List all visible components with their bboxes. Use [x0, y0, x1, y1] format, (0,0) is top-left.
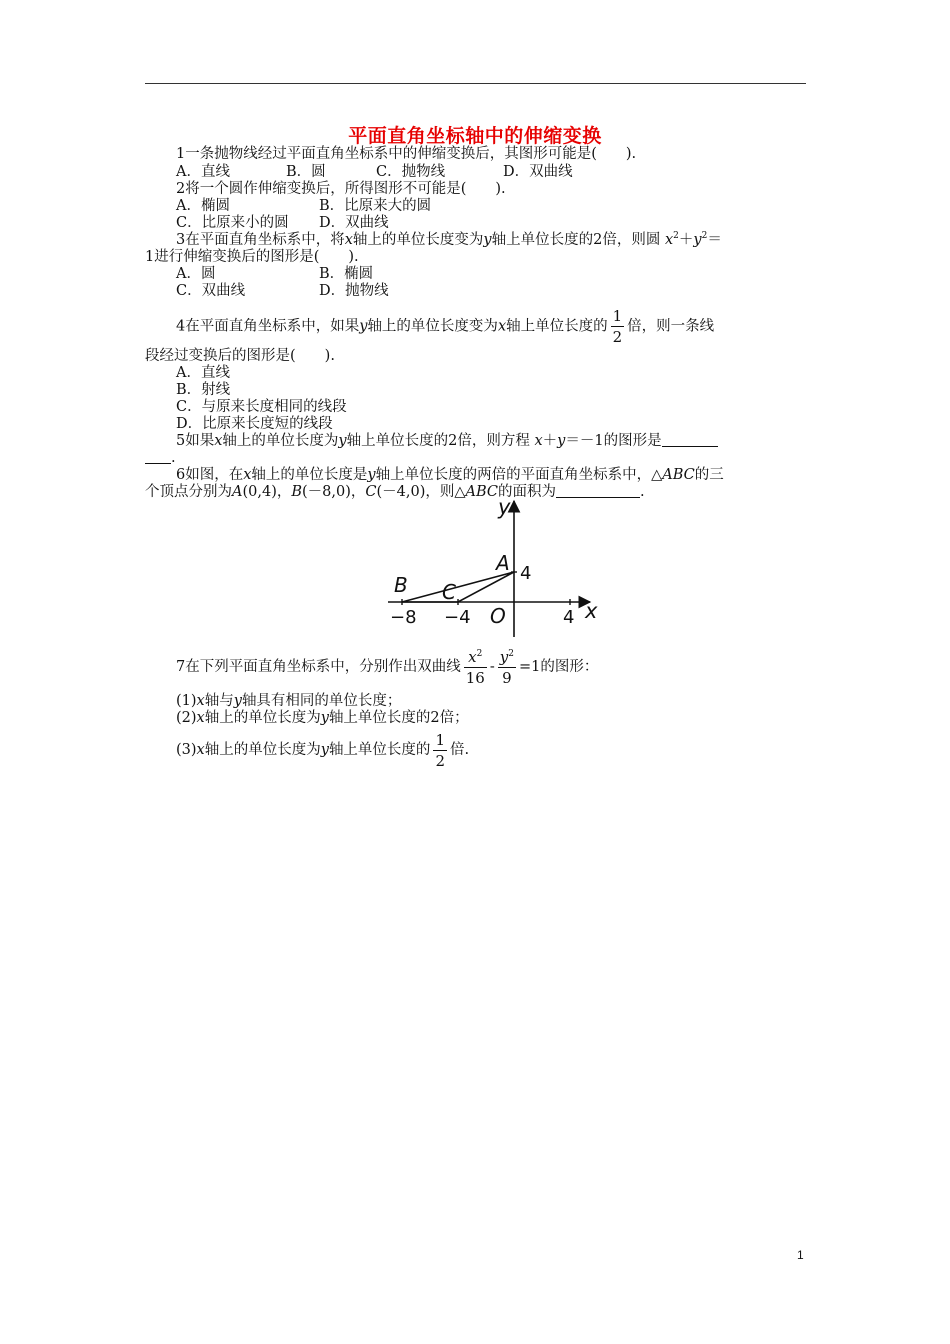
q6-point-c-coord: (－4,0)，: [376, 484, 440, 500]
q7-text-pre: 7在下列平面直角坐标系中，分别作出双曲线: [176, 659, 461, 675]
q7-s3-c: 轴上单位长度的: [328, 742, 431, 758]
question-5-line2: .: [145, 449, 176, 467]
q7-frac2-var: y: [499, 647, 509, 666]
q3-eq-x-exponent: 2: [673, 231, 679, 241]
question-5-line1: [176, 432, 718, 450]
q4-text-post: 倍，则一条线: [627, 318, 715, 335]
q3-option-c: C．双曲线: [176, 283, 246, 299]
q6-triangle-abc: ABC: [662, 467, 695, 483]
q5-text-mid2: 轴上单位长度的2倍，则方程: [346, 433, 530, 449]
q6-var-x: x: [243, 467, 252, 483]
q6-point-a: A: [232, 484, 243, 500]
q6-text-post: 的三: [694, 467, 724, 483]
q6-text-pre: 6如图，在: [176, 467, 244, 483]
page-number: 1: [797, 1248, 804, 1262]
question-4-line1: [176, 306, 714, 347]
q7-s3-x: x: [196, 742, 205, 758]
q7-frac1-var: x: [468, 647, 477, 666]
tick-label-neg8: −8: [390, 607, 417, 628]
q6-point-b: B: [291, 484, 303, 500]
q3-eq-end: ＝: [707, 232, 722, 248]
q3-eq-plus: ＋: [678, 232, 694, 248]
q5-answer-blank-1: [662, 432, 718, 447]
q6-text-mid1: 轴上的单位长度是: [251, 467, 368, 483]
q5-eq-plus: ＋: [542, 433, 558, 449]
q3-option-a: A．圆: [176, 266, 216, 282]
q7-s3-b: 轴上的单位长度为: [204, 742, 321, 758]
q7-fraction-x2-16: [464, 647, 487, 688]
y-axis-label: y: [498, 495, 511, 519]
q7-s3-y: y: [320, 742, 329, 758]
tick-label-neg4: −4: [444, 607, 471, 628]
q6-var-y: y: [367, 467, 376, 483]
q7-s2-x: x: [196, 710, 205, 726]
q2-option-d: D．双曲线: [319, 215, 389, 231]
question-4-line2: 段经过变换后的图形是( ).: [145, 348, 335, 364]
q7-s3-d: 倍.: [449, 742, 470, 758]
q6-point-a-coord: (0,4)，: [242, 484, 292, 500]
q7-frac2-exp: 2: [508, 648, 514, 659]
q7-s1-c: 轴具有相同的单位长度；: [241, 693, 402, 709]
q4-option-c: C．与原来长度相同的线段: [176, 399, 347, 415]
coordinate-figure: [380, 495, 610, 640]
q7-s2-b: 轴上的单位长度为: [204, 710, 321, 726]
x-axis-label: x: [585, 599, 598, 623]
q2-option-b: B．比原来大的圆: [319, 198, 432, 214]
q6-text-l2a: 个顶点分别为: [145, 484, 232, 500]
q6-text-l2c: 的面积为: [498, 484, 557, 500]
q6-text-end: .: [640, 484, 645, 500]
question-1: 1一条抛物线经过平面直角坐标系中的伸缩变换后，其图形可能是( ).: [176, 146, 637, 162]
q7-s2-num: (2): [176, 710, 197, 726]
q5-var-y: y: [338, 433, 347, 449]
q5-text-pre: 5如果: [176, 433, 215, 449]
q4-option-d: D．比原来长度短的线段: [176, 416, 333, 432]
q7-sub-2: [176, 709, 469, 727]
q4-var-y: y: [359, 318, 368, 335]
question-3-line1: [176, 231, 722, 249]
tick-label-4x: 4: [563, 607, 575, 628]
tick-label-4y: 4: [520, 563, 532, 584]
q3-eq-x: x: [664, 232, 674, 248]
triangle-abc: [402, 572, 514, 602]
q5-eq-y: y: [557, 433, 566, 449]
q5-eq-end: ＝－1的图形是: [565, 433, 662, 449]
q6-point-c: C: [365, 484, 377, 500]
q4-option-b: B．射线: [176, 382, 231, 398]
q4-frac-den: 2: [612, 328, 623, 346]
q7-s3-fraction-half: [433, 730, 447, 771]
question-6-line1: [176, 466, 724, 484]
origin-label: O: [490, 604, 506, 628]
q1-option-a: A．直线: [176, 164, 230, 180]
q3-eq-y-exponent: 2: [701, 231, 708, 241]
q7-frac2-num: [498, 647, 516, 667]
q1-option-b: B．圆: [286, 164, 326, 180]
header-rule: [145, 83, 806, 84]
q3-text-pre: 3在平面直角坐标系中，将: [176, 232, 345, 248]
q4-frac-num: 1: [612, 307, 623, 325]
q6-point-b-coord: (－8,0)，: [302, 484, 366, 500]
q3-text-mid2: 轴上单位长度的2倍，则圆: [491, 232, 661, 248]
q7-s3-frac-den: 2: [435, 751, 445, 770]
q7-s1-b: 轴与: [204, 693, 234, 709]
point-a-label: A: [496, 551, 510, 575]
q7-s2-c: 轴上单位长度的2倍；: [328, 710, 469, 726]
q6-text-l2b: 则△: [439, 484, 466, 500]
q4-var-x: x: [497, 318, 507, 335]
q7-frac1-exp: 2: [476, 648, 483, 659]
q7-s1-y: y: [233, 693, 242, 709]
q7-s1-x: x: [196, 693, 205, 709]
page-title: 平面直角坐标轴中的伸缩变换: [348, 125, 602, 147]
question-3-line2: 1进行伸缩变换后的图形是( ).: [145, 249, 359, 265]
q1-option-d: D．双曲线: [503, 164, 573, 180]
q6-triangle-abc-2: ABC: [465, 484, 499, 500]
q7-text-post: =1的图形：: [518, 659, 599, 675]
q7-frac2-den: 9: [498, 667, 516, 688]
q7-s2-y: y: [320, 710, 329, 726]
q4-option-a: A．直线: [176, 365, 230, 381]
q4-text-mid1: 轴上的单位长度变为: [367, 318, 498, 335]
q7-s1-num: (1): [176, 693, 197, 709]
q7-sub-1: [176, 692, 401, 710]
q1-option-c: C．抛物线: [376, 164, 446, 180]
q7-minus: -: [489, 659, 495, 675]
q2-option-a: A．椭圆: [176, 198, 230, 214]
point-b-label: B: [394, 573, 408, 597]
q6-text-mid2: 轴上单位长度的两倍的平面直角坐标系中，△: [375, 467, 663, 483]
q7-sub-3: [176, 728, 469, 772]
q7-s3-num: (3): [176, 742, 197, 758]
q4-text-mid2: 轴上单位长度的: [506, 318, 608, 335]
q3-var-y: y: [483, 232, 492, 248]
q7-fraction-y2-9: [498, 647, 516, 688]
question-7-line1: [176, 645, 598, 689]
q7-frac1-num: [464, 647, 487, 667]
q5-eq-x: x: [534, 433, 543, 449]
q4-fraction-half: [611, 306, 625, 347]
q7-s3-frac-num: 1: [435, 730, 445, 749]
q3-text-mid1: 轴上的单位长度变为: [352, 232, 484, 248]
question-2: 2将一个圆作伸缩变换后，所得图形不可能是( ).: [176, 181, 506, 197]
q5-text-mid1: 轴上的单位长度为: [222, 433, 339, 449]
q2-option-c: C．比原来小的圆: [176, 215, 289, 231]
q3-option-b: B．椭圆: [319, 266, 374, 282]
q5-answer-blank-2: [145, 449, 171, 464]
q7-frac1-den: 16: [465, 668, 485, 687]
q5-var-x: x: [214, 433, 223, 449]
q4-text-pre: 4在平面直角坐标系中，如果: [176, 318, 360, 335]
point-c-label: C: [442, 580, 456, 604]
q3-eq-y: y: [693, 232, 702, 248]
q3-var-x: x: [344, 232, 353, 248]
q3-option-d: D．抛物线: [319, 283, 389, 299]
